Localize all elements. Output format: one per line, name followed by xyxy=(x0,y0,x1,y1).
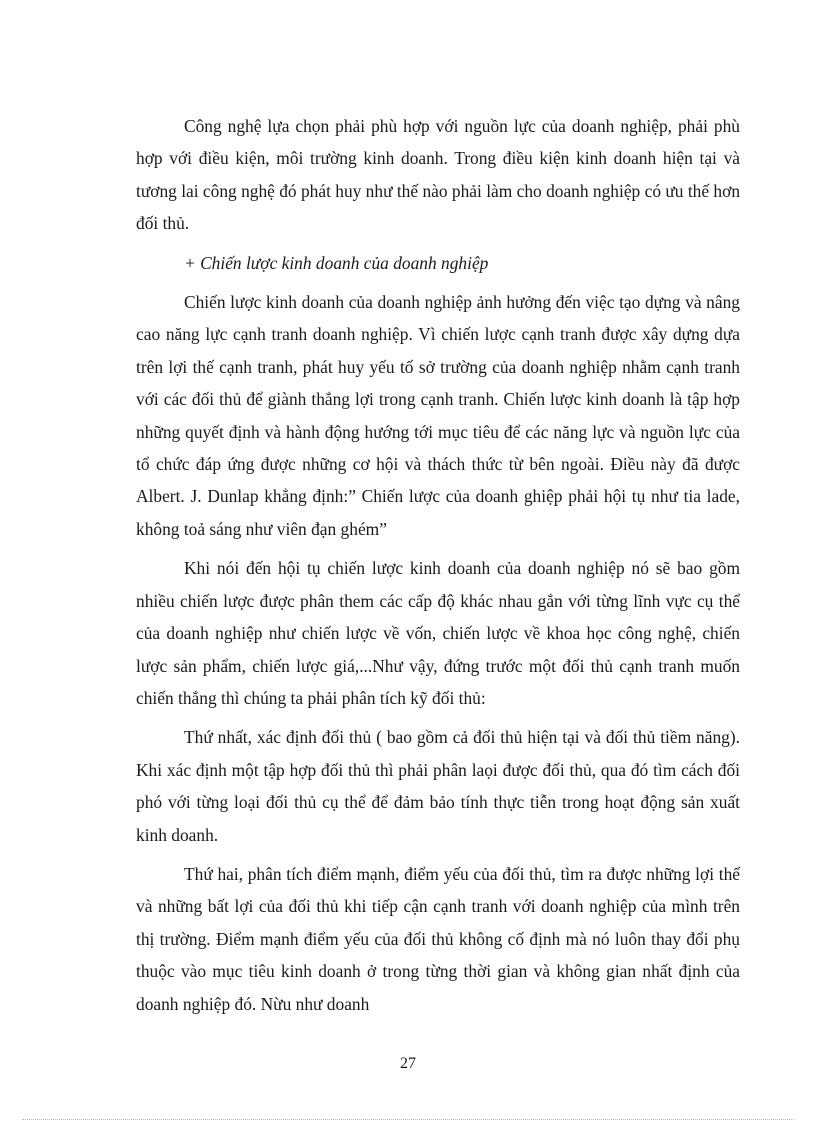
paragraph-second-analyze-strengths: Thứ hai, phân tích điểm mạnh, điểm yếu của đối thủ, tìm ra được những lợi thế và những bất lợi của đối thủ khi tiếp cận cạnh tranh với doanh nghiệp của mình trên thị trường. Điểm mạnh điểm yếu của đối thủ không cố định mà nó luôn thay đổi phụ thuộc vào mục tiêu kinh doanh ở trong từng thời gian và không gian nhất định của doanh nghiệp đó. Nừu như doanh xyxy=(136,863,740,1014)
page-bottom-divider xyxy=(22,1119,794,1120)
body-text xyxy=(136,110,740,1027)
paragraph-business-strategy: Chiến lược kinh doanh của doanh nghiệp ảnh hưởng đến việc tạo dựng và nâng cao năng lực cạnh tranh doanh nghiệp. Vì chiến lược cạnh tranh được xây dựng dựa trên lợi thế cạnh tranh, phát huy yếu tố sở trường của doanh nghiệp nhằm cạnh tranh với các đối thủ để giành thắng lợi trong cạnh tranh. Chiến lược kinh doanh là tập hợp những quyết định và hành động hướng tới mục tiêu để các năng lực và nguồn lực của tổ chức đáp ứng được những cơ hội và thách thức từ bên ngoài. Điều này đã được Albert. J. Dunlap khẳng định:” Chiến lược của doanh ghiệp phải hội tụ như tia lade, không toả sáng như viên đạn ghém” xyxy=(136,292,740,539)
paragraph-technology-choice: Công nghệ lựa chọn phải phù hợp với nguồn lực của doanh nghiệp, phải phù hợp với điều kiện, môi trường kinh doanh. Trong điều kiện kinh doanh hiện tại và tương lai công nghệ đó phát huy như thế nào phải làm cho doanh nghiệp có ưu thế hơn đối thủ. xyxy=(136,116,741,234)
section-heading-business-strategy: + Chiến lược kinh doanh của doanh nghiệp xyxy=(184,252,489,273)
page-number: 27 xyxy=(400,1055,416,1072)
paragraph-strategy-convergence: Khi nói đến hội tụ chiến lược kinh doanh của doanh nghiệp nó sẽ bao gồm nhiều chiến lược được phân them các cấp độ khác nhau gắn với từng lĩnh vực cụ thể của doanh nghiệp như chiến lược về vốn, chiến lược về khoa học công nghệ, chiến lược sản phẩm, chiến lược giá,...Như vậy, đứng trước một đối thủ cạnh tranh muốn chiến thắng thì chúng ta phải phân tích kỹ đối thủ: xyxy=(136,558,740,708)
paragraph-first-identify-competitors: Thứ nhất, xác định đối thủ ( bao gồm cả đối thủ hiện tại và đối thủ tiềm năng). Khi xác định một tập hợp đối thủ thì phải phân laọi được đối thủ, qua đó tìm cách đối phó với từng loại đối thủ cụ thể để đảm bảo tính thực tiễn trong hoạt động sản xuất kinh doanh. xyxy=(136,727,740,845)
